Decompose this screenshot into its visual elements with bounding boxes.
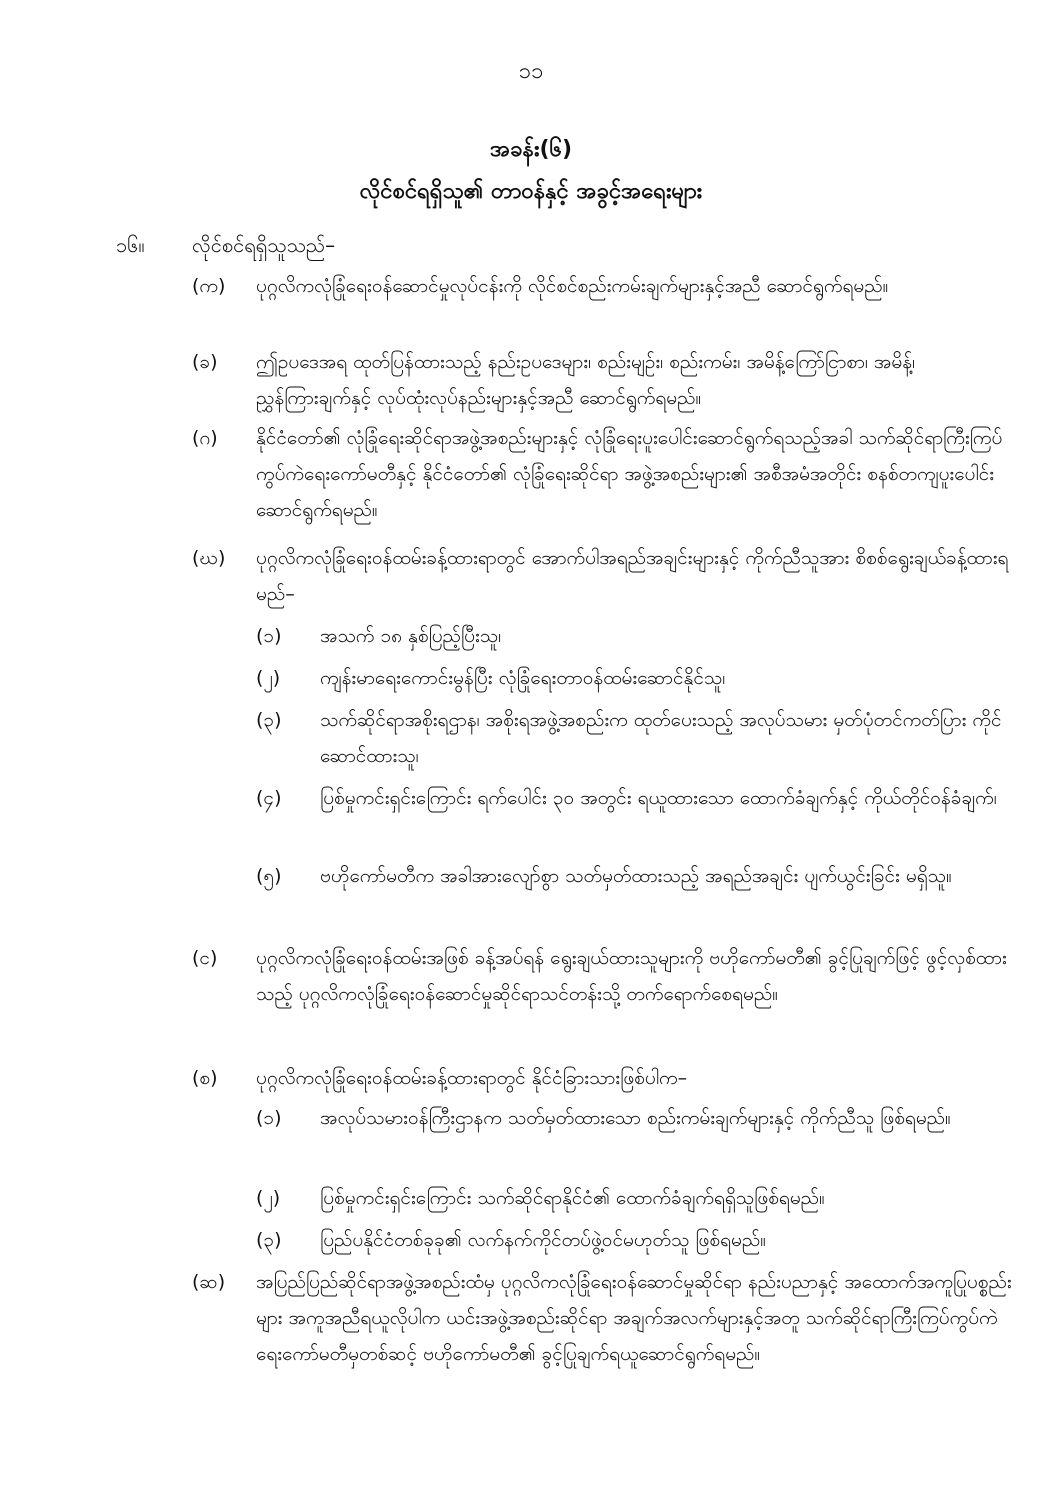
subclause-label: (၃) xyxy=(256,709,282,731)
subclause-label: (၃) xyxy=(256,1229,282,1251)
clause-text: အပြည်ပြည်ဆိုင်ရာအဖွဲ့အစည်းထံမှ ပုဂ္ဂလိကလုံခြုံရေးဝန်ဆောင်မှုဆိုင်ရာ နည်းပညာနှင့် အထောက်အကူပြုပစ္စည်းများ အကူအညီရယူလိုပါက ယင်းအဖွဲ့အစည်းဆိုင်ရာ အချက်အလက်များနှင့်အတူ သက်ဆိုင်ရာကြီးကြပ်ကွပ်ကဲရေးကော်မတီမှတစ်ဆင့် ဗဟိုကော်မတီ၏ ခွင့်ပြုချက်ရယူဆောင်ရွက်ရမည်။ xyxy=(256,1271,1012,1365)
subclause-label: (၅) xyxy=(256,865,282,887)
clause-text: ပုဂ္ဂလိကလုံခြုံရေးဝန်ထမ်းအဖြစ် ခန့်အပ်ရန် ရွေးချယ်ထားသူများကို ဗဟိုကော်မတီ၏ ခွင့်ပြုချက်ဖြင့် ဖွင့်လှစ်ထားသည့် ပုဂ္ဂလိကလုံခြုံရေးဝန်ဆောင်မှုဆိုင်ရာသင်တန်းသို့ တက်ရောက်စေရမည်။ xyxy=(256,947,1007,1005)
clause-text: ပုဂ္ဂလိကလုံခြုံရေးဝန်ထမ်းခန့်ထားရာတွင် နိုင်ငံခြားသားဖြစ်ပါက– xyxy=(256,1067,688,1089)
subclause-text: သက်ဆိုင်ရာအစိုးရဌာန၊ အစိုးရအဖွဲ့အစည်းက ထုတ်ပေးသည့် အလုပ်သမား မှတ်ပုံတင်ကတ်ပြား ကိုင်ဆောင်ထားသူ၊ xyxy=(320,709,1002,767)
clause-label: (ဃ) xyxy=(192,547,226,569)
clause-text: ဤဥပဒေအရ ထုတ်ပြန်ထားသည့် နည်းဥပဒေများ၊ စည်းမျဉ်း၊ စည်းကမ်း၊ အမိန့်ကြော်ငြာစာ၊ အမိန့်၊ ညွှန်ကြားချက်နှင့် လုပ်ထုံးလုပ်နည်းများနှင့်အညီ ဆောင်ရွက်ရမည်။ xyxy=(256,351,916,409)
subclause-label: (၂) xyxy=(256,1187,281,1209)
clause-label: (ဆ) xyxy=(192,1271,226,1293)
subclause-text: ပြစ်မှုကင်းရှင်းကြောင်း သက်ဆိုင်ရာနိုင်ငံ၏ ထောက်ခံချက်ရရှိသူဖြစ်ရမည်။ xyxy=(320,1187,825,1209)
page-number: ၁၁ xyxy=(518,59,544,84)
subclause-label: (၂) xyxy=(256,667,281,689)
clause-label: (ဂ) xyxy=(192,427,218,449)
subclause-label: (၁) xyxy=(256,1107,282,1129)
subclause-text: အသက် ၁၈ နှစ်ပြည့်ပြီးသူ၊ xyxy=(320,625,502,647)
section-heading xyxy=(116,232,335,262)
chapter-title: အခန်း(၆) xyxy=(489,137,573,162)
clause-text: ပုဂ္ဂလိကလုံခြုံရေးဝန်ထမ်းခန့်ထားရာတွင် အောက်ပါအရည်အချင်းများနှင့် ကိုက်ညီသူအား စိစစ်ရွေးချယ်ခန့်ထားရမည်– xyxy=(256,547,1009,605)
subclause-text: အလုပ်သမားဝန်ကြီးဌာနက သတ်မှတ်ထားသော စည်းကမ်းချက်များနှင့် ကိုက်ညီသူ ဖြစ်ရမည်။ xyxy=(320,1107,951,1129)
section-intro: လိုင်စင်ရရှိသူသည်– xyxy=(192,233,336,257)
clause-label: (ခ) xyxy=(192,351,218,373)
chapter-subtitle: လိုင်စင်ရရှိသူ၏ တာဝန်နှင့် အခွင့်အရေးများ xyxy=(359,179,703,204)
subclause-label: (၁) xyxy=(256,625,282,647)
clause-label: (စ) xyxy=(192,1067,218,1089)
subclause-text: ကျန်းမာရေးကောင်းမွန်ပြီး လုံခြုံရေးတာဝန်ထမ်းဆောင်နိုင်သူ၊ xyxy=(320,667,726,689)
subclause-text: ပြည်ပနိုင်ငံတစ်ခုခု၏ လက်နက်ကိုင်တပ်ဖွဲ့ဝင်မဟုတ်သူ ဖြစ်ရမည်။ xyxy=(320,1229,766,1251)
clause-text: နိုင်ငံတော်၏ လုံခြုံရေးဆိုင်ရာအဖွဲ့အစည်းများနှင့် လုံခြုံရေးပူးပေါင်းဆောင်ရွက်ရသည့်အခါ သက်ဆိုင်ရာကြီးကြပ်ကွပ်ကဲရေးကော်မတီနှင့် နိုင်ငံတော်၏ လုံခြုံရေးဆိုင်ရာ အဖွဲ့အစည်းများ၏ အစီအမံအတိုင်း စနစ်တကျပူးပေါင်းဆောင်ရွက်ရမည်။ xyxy=(256,427,1003,521)
clause-label: (က) xyxy=(192,275,226,297)
clause-label: (င) xyxy=(192,947,218,969)
subclause-text: ဗဟိုကော်မတီက အခါအားလျော်စွာ သတ်မှတ်ထားသည့် အရည်အချင်း ပျက်ယွင်းခြင်း မရှိသူ။ xyxy=(320,865,952,887)
subclause-label: (၄) xyxy=(256,787,282,809)
clause-text: ပုဂ္ဂလိကလုံခြုံရေးဝန်ဆောင်မှုလုပ်ငန်းကို လိုင်စင်စည်းကမ်းချက်များနှင့်အညီ ဆောင်ရွက်ရမည်။ xyxy=(256,275,889,297)
section-number: ၁၆။ xyxy=(116,233,145,257)
subclause-text: ပြစ်မှုကင်းရှင်းကြောင်း ရက်ပေါင်း ၃၀ အတွင်း ရယူထားသော ထောက်ခံချက်နှင့် ကိုယ်တိုင်ဝန်ခံချက်၊ xyxy=(320,787,997,809)
